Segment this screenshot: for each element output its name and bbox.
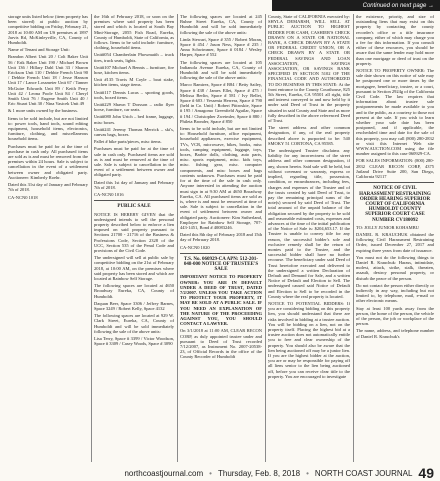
unit-listing: Unit#117 Dennis Lucas – sporting goods, tools, boxed items. <box>94 89 174 100</box>
notice-heading: NOTICE OF CIVIL HARASSMENT RESTRAINING ORDER HEARING SUPERIOR COURT OF CALIFORNIA HUMBOLDT COUNTY SUPERIOR COURT CASE NUMBER CV180092 <box>359 186 431 223</box>
page-number: 49 <box>418 465 434 481</box>
publication-name: NORTH COAST JOURNAL <box>314 468 413 478</box>
notice-paragraph: TO: JOLLY JUNIOR KOHAMBU <box>356 224 419 230</box>
tenant-list: Brandon Albert Unit 20 / Colt Baker Unit 56 / Erik Baker Unit 190 / Michael Brown Unit 136 / Hillary Dahl Unit 33 / Sharon Erickson Unit 110 / Debbie French Unit 90 / Debbie French Unit 18 / Jesse Hanson Unit 17 / Lance Lossmeier Unit 67 / Tanner McGuire Edwards Unit 89 / Keith Perry Unit 42 / Leona Poole Unit 84 / Cheryl Smith Unit 76 / Eugene Smith Unit 40 / Eric Stuart Unit 30 / Nina Vasicek Unit 49 <box>8 54 88 107</box>
site-url[interactable]: northcoastjournal.com <box>124 468 204 478</box>
legal-column-2 <box>94 14 174 462</box>
column-rule <box>91 14 92 462</box>
notice-id: CA-NCN0 1020 <box>180 244 210 250</box>
notice-paragraph: Items to be sold include, but are not limited to: Household furniture, office equipment, household appliances, exercise equipment, TVs, VCR, microwave, bikes, books, misc tools, camping equipment, luggage, toys, boxes, Barbie dolls, clothing, auto parts, misc. sports equipment, misc. kids toys, misc. fishing gear, misc. computer components, and misc boxes and bags contents unknown. Purchases must be paid for at the time of the sale in cash only. Anyone interested in attending the auction must sign in at 9:30 AM at 4650 Broadway Eureka, CA. All purchased items are sold as is, where is and must be removed at time of sale. Sale is subject to cancellation in the event of settlement between owner and obligated party. Auctioneer: Kim Sutherland, Employee for Rainbow Self Storage, 707-443-1451, Bond # 40083246. <box>180 126 262 230</box>
notice-paragraph: NOTICE TO POTENTIAL BIDDERS: If you are considering bidding on this property lien, you should understand that there are risks involved in bidding at a trustee auction. You will be bidding on a lien, not on the property itself. Placing the highest bid at a trustee auction does not automatically entitle you to free and clear ownership of the property. You should also be aware that the lien being auctioned off may be a junior lien. If you are the highest bidder at the auction, you are or may be responsible for paying off all liens senior to the lien being auctioned off, before you can receive clear title to the property. You are encouraged to investigate <box>268 300 350 379</box>
notice-paragraph: The name, address, and telephone number of Daniel R. Krauchuk's <box>356 328 434 339</box>
notice-paragraph: NOTICE IS HEREBY GIVEN that the undersigned intends to sell the personal property described below to enforce a lien imposed on said property pursuant to Sections 21700 - 21716 of the Business & Professions Code, Section 2328 of the UCC, Section 535 of the Penal Code and provisions of the Civil Code. <box>94 211 174 253</box>
notice-warning: IMPORTANT NOTICE TO PROPERTY OWNER: YOU ARE IN DEFAULT UNDER A DEED OF TRUST, DATED 7/2/2007. UNLESS YOU TAKE ACTION TO PROTECT YOUR PROPERTY, IT MAY BE SOLD AT A PUBLIC SALE. IF YOU NEED AN EXPLANATION OF THE NATURE OF THE PROCEEDING AGAINST YOU, YOU SHOULD CONTACT A LAWYER. <box>180 274 262 327</box>
notice-paragraph: DANIEL R. KRAUCHUK obtained the following Civil Harassment Restraining Order, issued December 27, 2017 and expiring three years from date of issuance. <box>356 231 434 253</box>
notice-paragraph: County, State of CALIFORNIA executed by: SHYLA DEMARSH, WILL SELL AT PUBLIC AUCTION TO HIGHEST BIDDER FOR CASH, CASHIER'S CHECK DRAWN ON A STATE OR NATIONAL BANK, A CHECK DRAWN BY A STATE OR FEDERAL CREDIT UNION, OR A CHECK DRAWN BY A STATE OR FEDERAL SAVINGS AND LOAN ASSOCIATION, SAVINGS ASSOCIATION, OR SAVINGS BANK SPECIFIED IN SECTION 5102 OF THE FINANCIAL CODE AND AUTHORIZED TO DO BUSINESS IN THIS STATE: At the front entrance to the County Courthouse, 825 5th Street, Eureka, CA 95501 all right, title and interest conveyed to and now held by it under said Deed of Trust in the property situated in said County and State and as more fully described in the above referenced Deed of Trust. <box>268 14 350 124</box>
continued-banner: Continued on next page → <box>272 0 440 11</box>
unit-listing: Unit#107 Michael A Bennis – furniture, fire hose, kitchen items. <box>94 64 174 76</box>
notice-paragraph: Purchases must be paid for at the time of sale in cash only. Purchased items are sold as is and must be removed at the time of sale. Sale is subject to cancellation in the event of a settlement between owner and obligated party. <box>94 146 174 178</box>
notice-heading: PUBLIC SALE <box>117 204 151 210</box>
notice-id: CA-NCN0 1016 <box>94 192 124 198</box>
notice-paragraph: storage units listed below (item property has been stored) at public auction by competitive bidding on Friday, February 21, 2018 at 10:00 AM on US premises at 1897 Jarvis Rd, McKinleyville, CA, County of Humboldt. <box>8 14 88 46</box>
column-rule <box>353 14 354 462</box>
legal-column-4 <box>268 14 350 462</box>
notice-paragraph: Do not contact the person either directly or indirectly in any way, including but not limited to, by telephone, mail, e-mail or other electronic means. <box>356 282 434 304</box>
notice-id: CA-NCN0 1018 <box>8 194 38 200</box>
notice-paragraph: & 1 more units owned by the business. <box>8 108 78 114</box>
notice-divider <box>180 253 262 254</box>
space-list: Daquan Beer, Space 3306 / Jeffrey Barnes, Space 3249 / Robert Kelly, Space 4132 <box>94 300 174 311</box>
notice-paragraph: Stay at least 100 yards away from the person, the home of the person, the vehicle of the person, the job or workplace of the person. <box>356 305 434 327</box>
notice-paragraph: NOTICE TO PROPERTY OWNER: The sale date shown on this notice of sale may be postponed one or more times by the mortgagee, beneficiary, trustee, or a court, pursuant to Section 2924g of the California Civil Code. The law requires that information about trustee sale postponements be made available to you and to the public, as a courtesy to those not present at the sale. If you wish to learn whether your sale date has been postponed, and if applicable, the rescheduled time and date for the sale of this property, you may call (800) 280-2832 or visit this Internet Web site WWW.AUCTION.COM using the file number assigned to this case 060929-CA. <box>356 68 434 157</box>
unit-listing: Unit#080 John Urich – bed frame, luggage, misc boxes. <box>94 114 174 125</box>
legal-column-1 <box>8 14 88 462</box>
legal-column-5 <box>356 14 434 462</box>
separator: • <box>306 468 309 478</box>
space-list: Linda Stewart, Space # 355 / Robert Moran, Space # 454 / Jason Ness, Space # 235 / Anna Schwimmer, Space # 0184 / Wesley Harper, Space # 552 <box>180 36 262 58</box>
notice-date: Dated this 1st day of January and February 7th of 2018. <box>94 179 174 190</box>
space-list: Lisa Terry, Space # 3399 / Victor Woodson, Space # 3309 / Casey Woods, Space # 3090 <box>94 335 174 347</box>
notice-paragraph: You must not do the following things to Daniel R. Krauchuk: Harass, intimidate, molest, attack, strike, stalk, threaten, assault, destroy personal property, or disturb the peace of the person. <box>356 254 434 281</box>
notice-date: Dated this 31st day of January and February 7th of 2018. <box>8 182 88 193</box>
notice-paragraph: the existence, priority, and size of outstanding liens that may exist on this property by contacting the county recorder's office or a title insurance company, either of which may charge you a fee for this information. If you consult either of these resources, you should be aware that the same lender may hold more than one mortgage or deed of trust on the property. <box>356 14 434 66</box>
notice-date: Dated this 8th day of February 2018 and 15th day of February 2018. <box>180 232 262 243</box>
space-list: Marco Ramirez, Space # B84 / Betty Sailey, Space # 438 / James Ellet, Space # 475 / Melissa Berlin, Space # 581 / Ivy Bellet, Space # 603 / Yessenia Herrera, Space # 790 (held in Co. Unit) / Robert Pittroskie, Space # 195 / Amagomo Greenfield Aguilar, Space # 194 / Christopher Zweimler, Space # 880 / Phileta Bronder, Space # 850 <box>180 82 262 124</box>
legal-column-3 <box>180 14 262 462</box>
page-footer <box>0 466 440 480</box>
notice-paragraph: Items to be sold include, but are not limited to: power tools, hand tools, sound editing equipment, household items, electronics, furniture, clothing, and miscellaneous household items. <box>8 115 88 142</box>
unit-listing: Unit#054 Chamberlain Phowmaith – truck tires, truck seats, lights. <box>94 52 174 63</box>
notice-paragraph: On 3/1/2018 at 11:00 AM, CLEAR RECON CORP, as duly appointed trustee under and pursuant to Deed of Trust recorded 7/12/2007, as Instrument No. 2007-20538-23, of Official Records in the office of the County Recorder of Humboldt <box>180 328 262 360</box>
notice-paragraph: The following spaces are located at 245 Buhne Street Eureka, CA, County of Humboldt and will be sold immediately following the sale of the above units: <box>180 14 262 35</box>
notice-heading: T.S. No. 060929-CA APN: 512-201-048-000 NOTICE OF TRUSTEE'S SALE <box>183 256 259 273</box>
column-rule <box>265 14 266 462</box>
separator: • <box>209 468 212 478</box>
issue-date: Thursday, Feb. 8, 2018 <box>217 468 301 478</box>
notice-paragraph: FOR SALES INFORMATION: (800) 280-2832 CLEAR RECON CORP, 4375 Jutland Drive Suite 200, San Diego, California 92117 <box>356 158 434 180</box>
notice-paragraph: Purchases must be paid for at the time of purchase in cash only. All purchased items are sold as is and must be removed from the premises within 24 hours. Sale is subject to cancellation in the event of a settlement between owner and obligated party. Auctioneer: Kimberly Roehr. <box>8 143 88 180</box>
notice-paragraph: The following spaces are located at 105 Indianola Avenue Eureka, CA, County of Humboldt and will be sold immediately following the sale of the above units: <box>180 59 262 81</box>
notice-paragraph: The following spaces are located at 4650 Broadway Eureka, CA, County of Humboldt. <box>94 283 174 299</box>
notice-paragraph: The following spaces are located at 929 W. Clark Street, Eureka, CA, County of Humboldt and will be sold immediately following the sale of the above units: <box>94 313 174 334</box>
unit-listing: Pallet # bike parts/pieces, misc items. <box>94 139 162 145</box>
notice-divider <box>94 200 174 201</box>
notice-paragraph: The street address and other common designation, if any, of the real property described above is purported to be: 540 SMOKY 51 CORTONA, CA 95585. <box>268 125 350 146</box>
unit-listing: Unit #135 Travis M Coyle – boat stake, kitchen items, stage items. <box>94 77 174 88</box>
column-rule <box>177 14 178 462</box>
notice-paragraph: the 16th of February 2018, or soon on the premises where said property has been stored and which is located at South Bay Mini-Storage, 2055 Fish Road, Eureka, County of Humboldt, State of California, as follows. Items to be sold include: furniture, clothing, household items. <box>94 14 174 51</box>
notice-paragraph: The undersigned will sell at public sale by competitive bidding on the 21st of February 2018, at 10:00 AM, on the premises where said property has been stored and which are located at Rainbow Self Storage. <box>94 255 174 281</box>
notice-paragraph: Name of Tenant and Storage Unit: <box>8 47 70 53</box>
unit-listing: Unit#229 Shawn T Dorsson – radio flyer horse, furniture, car seats. <box>94 102 174 113</box>
notice-divider <box>356 182 434 183</box>
notice-paragraph: The undersigned Trustee disclaims any liability for any incorrectness of the street address and other common designation, if any, shown herein. Said sale will be held, but without covenant or warranty, express or implied, regarding title, possession, condition, or encumbrances, including fees, charges and expenses of the Trustee and of the trusts created by said Deed of Trust, to pay the remaining principal sums of the note(s) secured by said Deed of Trust. The total amount of the unpaid balance of the obligation secured by the property to be sold and reasonable estimated costs, expenses and advances at the time of the initial publication of the Notice of Sale is: $204,653.17. If the Trustee is unable to convey title for any reason, the successful bidder's sole and exclusive remedy shall be the return of monies paid to the Trustee, and the successful bidder shall have no further recourse. The beneficiary under said Deed of Trust heretofore executed and delivered to the undersigned a written Declaration of Default and Demand for Sale, and a written Notice of Default and Election to Sell. The undersigned caused said Notice of Default and Election to Sell to be recorded in the County where the real property is located. <box>268 148 350 299</box>
unit-listing: Unit#241 Jeremy Thomas Merrick – ski's, canvas bags, boxes. <box>94 126 174 138</box>
